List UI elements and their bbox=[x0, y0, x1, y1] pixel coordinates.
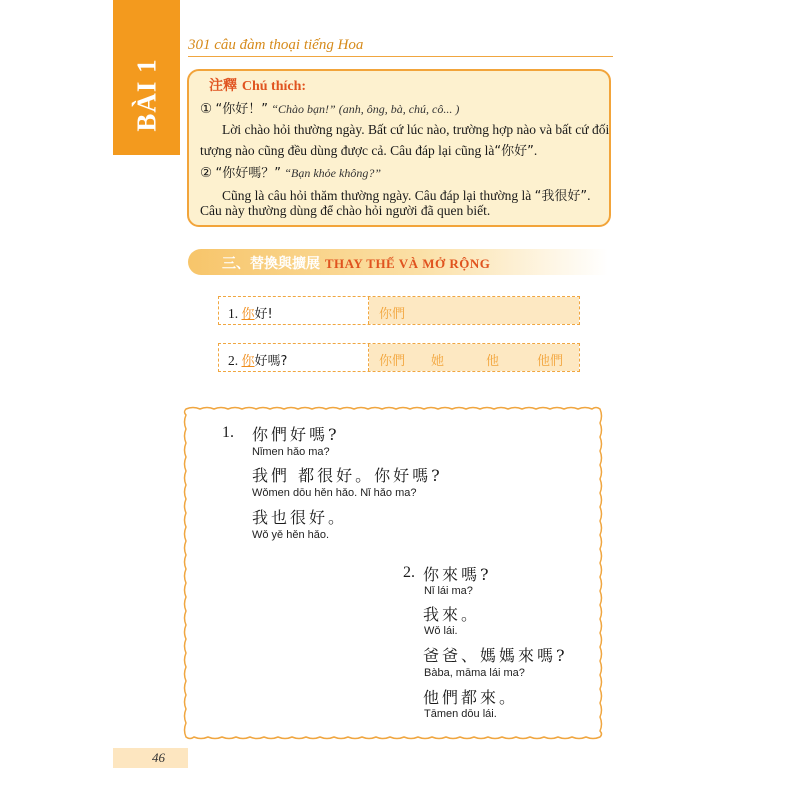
dialogue-2-line-4-pinyin: Tāmen dōu lái. bbox=[424, 708, 497, 720]
substitution-pattern-cell bbox=[219, 344, 369, 371]
notes-title-vn: Chú thích: bbox=[241, 79, 307, 94]
note-item-1-gloss: “Chào bạn!” (anh, ông, bà, chú, cô... ) bbox=[271, 102, 460, 116]
note-item-2-quote: “你好嗎？” bbox=[215, 166, 281, 181]
note-item-2-header bbox=[200, 162, 381, 181]
note-item-2-line-1-cn: “我很好” bbox=[534, 189, 588, 204]
header-divider bbox=[188, 56, 613, 57]
dialogue-2-number: 2. bbox=[403, 564, 415, 581]
substitution-pattern bbox=[228, 303, 273, 322]
note-item-1-header bbox=[200, 98, 459, 117]
notes-title-cn: 注釋 bbox=[209, 78, 237, 94]
dialogue-1-line-2-pinyin: Wǒmen dōu hěn hǎo. Nǐ hǎo ma? bbox=[252, 487, 417, 499]
page-number: 46 bbox=[152, 750, 165, 765]
dialogue-2-line-4-cn: 他們都來。 bbox=[423, 688, 519, 707]
row-number: 1. bbox=[228, 306, 239, 321]
dialogue-2-line-3-cn: 爸爸、媽媽來嗎? bbox=[423, 646, 568, 665]
dialogue-2-line-1-cn: 你來嗎? bbox=[423, 565, 492, 584]
dialogue-2-line-2-cn: 我來。 bbox=[423, 605, 481, 624]
substitution-word: 他們 bbox=[537, 354, 564, 369]
row-number: 2. bbox=[228, 353, 239, 368]
substitution-row bbox=[218, 296, 580, 325]
note-item-2-line-2: Câu này thường dùng để chào hỏi người đã quen biết. bbox=[200, 203, 491, 218]
highlighted-word: 你 bbox=[241, 307, 255, 322]
substitution-pattern bbox=[228, 350, 287, 369]
note-item-1-line-2-cn: “你好” bbox=[494, 144, 534, 159]
section-heading-vn: THAY THẾ VÀ MỞ RỘNG bbox=[324, 256, 491, 271]
note-item-2-marker: ② bbox=[200, 165, 213, 180]
note-item-1-quote: “你好！” bbox=[215, 102, 268, 117]
substitution-pattern-cell bbox=[219, 297, 369, 324]
dialogue-1-line-3-pinyin: Wǒ yě hěn hǎo. bbox=[252, 529, 330, 541]
page-number-bar bbox=[113, 748, 188, 768]
dialogue-frame bbox=[180, 403, 606, 743]
note-item-1-line-2-end: . bbox=[533, 143, 538, 158]
lesson-tab-label: BÀI 1 bbox=[131, 58, 162, 132]
pattern-rest: 好嗎? bbox=[254, 354, 288, 369]
highlighted-word: 你 bbox=[241, 354, 255, 369]
substitution-word: 你們 bbox=[379, 354, 406, 369]
substitution-word: 她 bbox=[431, 354, 445, 369]
dialogue-2-line-1-pinyin: Nǐ lái ma? bbox=[424, 585, 473, 597]
dialogue-2-line-3-pinyin: Bàba, māma lái ma? bbox=[424, 667, 525, 679]
substitution-word: 你們 bbox=[379, 307, 406, 322]
section-heading-cn: 三、替換與擴展 bbox=[222, 256, 320, 272]
dialogue-1-number: 1. bbox=[222, 424, 234, 441]
note-item-2-line-1-end: . bbox=[587, 188, 591, 203]
note-item-2-gloss: “Bạn khỏe không?” bbox=[284, 166, 381, 180]
notes-title bbox=[209, 75, 306, 95]
substitution-words-cell bbox=[369, 297, 579, 324]
book-title: 301 câu đàm thoại tiếng Hoa bbox=[188, 37, 364, 53]
pattern-rest: 好! bbox=[254, 307, 273, 322]
section-heading bbox=[222, 253, 490, 273]
dialogue-1-line-3-cn: 我也很好。 bbox=[252, 508, 348, 527]
dialogue-1-line-1-cn: 你們好嗎? bbox=[252, 425, 340, 444]
substitution-word: 他 bbox=[486, 354, 500, 369]
substitution-words-cell bbox=[369, 344, 579, 371]
dialogue-1-line-2-cn: 我們 都很好。你好嗎? bbox=[252, 466, 443, 485]
note-item-1-marker: ① bbox=[200, 101, 213, 116]
note-item-1-line-2-text: tượng nào cũng đều dùng được cả. Câu đáp lại cũng là bbox=[200, 143, 495, 158]
note-item-1-line-2 bbox=[200, 140, 537, 159]
note-item-1-line-1: Lời chào hỏi thường ngày. Bất cứ lúc nào, trường hợp nào và bất cứ đối bbox=[222, 122, 610, 137]
substitution-row bbox=[218, 343, 580, 372]
note-item-2-line-1 bbox=[222, 185, 590, 204]
dialogue-2-line-2-pinyin: Wǒ lái. bbox=[424, 625, 458, 637]
note-item-2-line-1-text: Cũng là câu hỏi thăm thường ngày. Câu đáp lại thường là bbox=[222, 188, 532, 203]
dialogue-1-line-1-pinyin: Nǐmen hǎo ma? bbox=[252, 446, 330, 458]
